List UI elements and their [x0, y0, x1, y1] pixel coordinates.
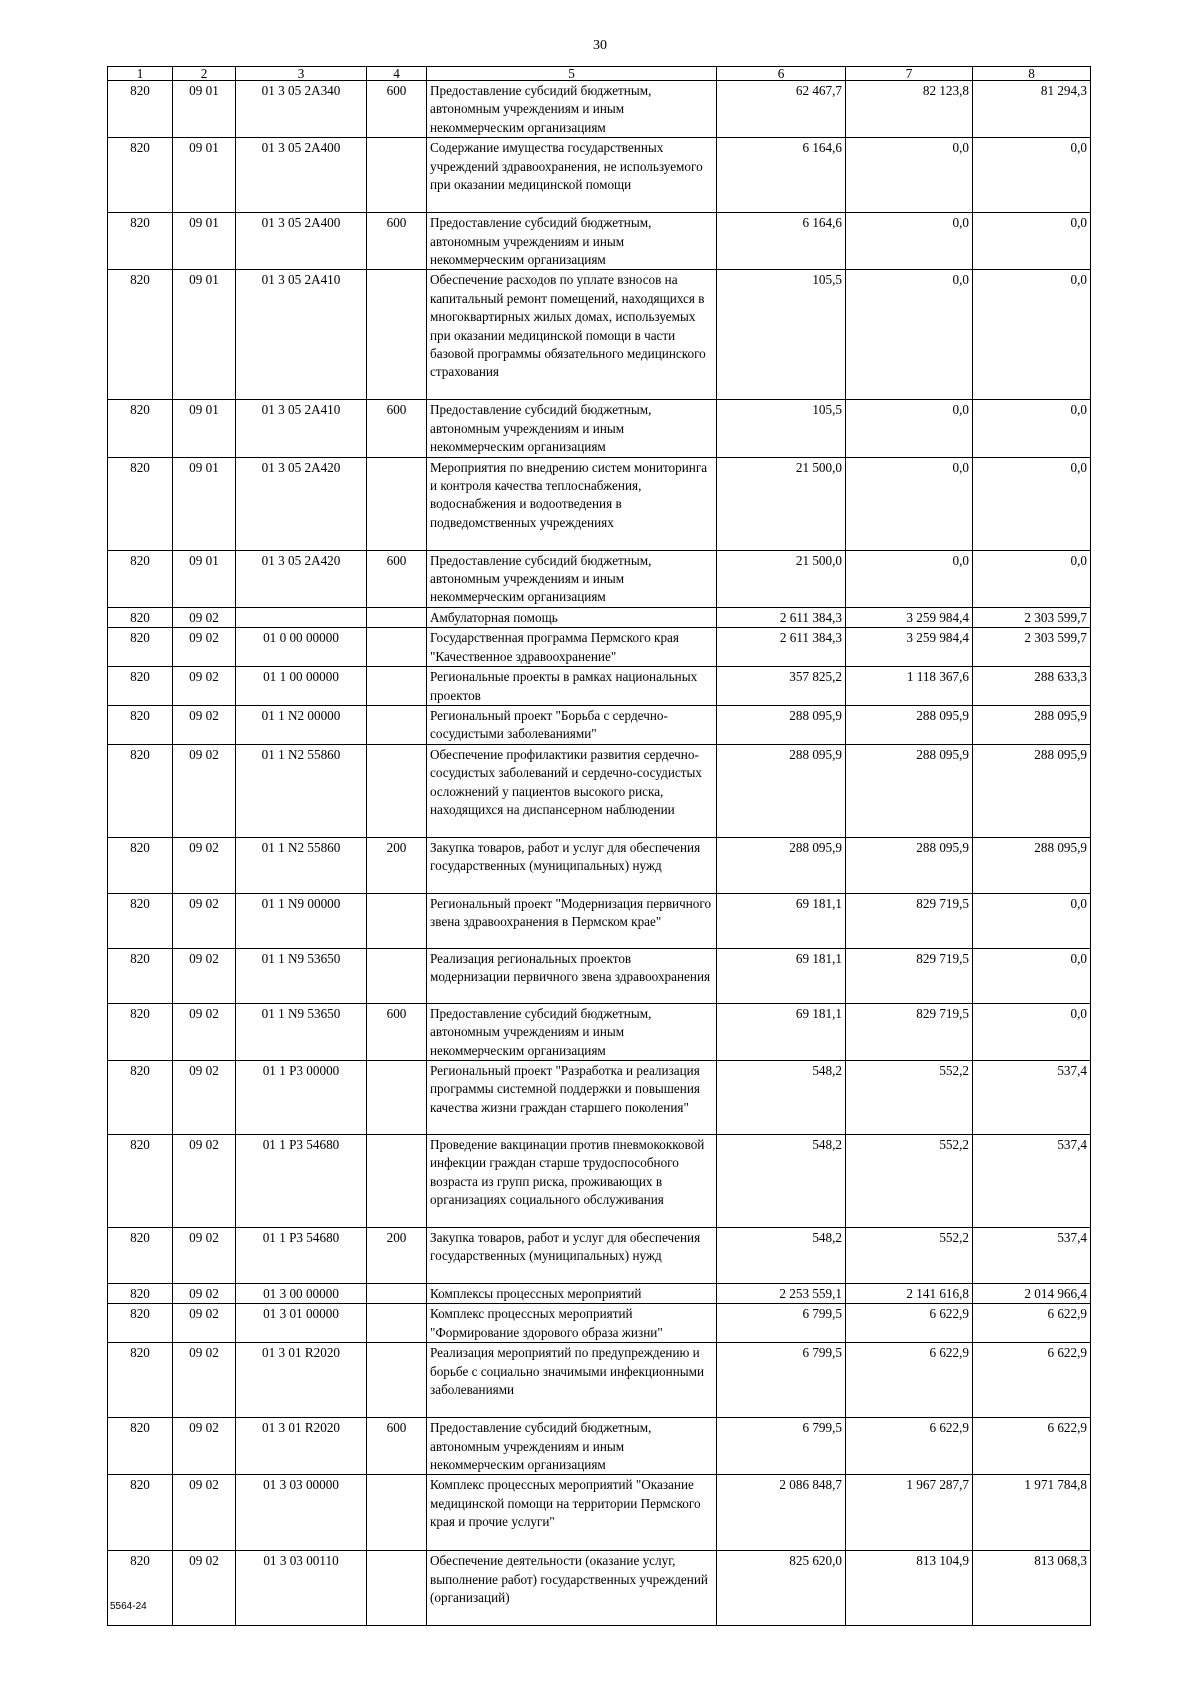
cell-target-article: 01 3 03 00000 — [236, 1475, 367, 1551]
table-row — [108, 837, 1091, 893]
cell-description: Обеспечение деятельности (оказание услуг, выполнение работ) государственных учреждений (организаций) — [427, 1551, 717, 1626]
cell-description: Региональный проект "Разработка и реализация программы системной поддержки и повышения качества жизни граждан старшего поколения" — [427, 1060, 717, 1134]
cell-expense-type: 600 — [367, 1003, 427, 1060]
cell-section: 09 02 — [173, 607, 236, 627]
table-row — [108, 667, 1091, 706]
cell-description: Мероприятия по внедрению систем мониторинга и контроля качества теплоснабжения, водоснабжения и водоотведения в подведомственных учреждениях — [427, 457, 717, 550]
cell-section: 09 02 — [173, 705, 236, 744]
cell-description: Предоставление субсидий бюджетным, автономным учреждениям и иным некоммерческим организациям — [427, 550, 717, 607]
cell-amount-3: 0,0 — [973, 270, 1091, 400]
cell-amount-2: 0,0 — [846, 213, 973, 270]
table-row — [108, 400, 1091, 457]
cell-amount-3: 0,0 — [973, 213, 1091, 270]
cell-target-article: 01 1 P3 00000 — [236, 1060, 367, 1134]
cell-admin: 820 — [108, 1475, 173, 1551]
cell-description: Комплексы процессных мероприятий — [427, 1283, 717, 1303]
cell-amount-2: 552,2 — [846, 1060, 973, 1134]
table-row — [108, 550, 1091, 607]
cell-section: 09 01 — [173, 213, 236, 270]
cell-section: 09 01 — [173, 457, 236, 550]
table-row — [108, 1283, 1091, 1303]
budget-table — [107, 66, 1091, 1626]
cell-expense-type — [367, 270, 427, 400]
cell-expense-type — [367, 1134, 427, 1227]
cell-expense-type: 600 — [367, 81, 427, 138]
cell-description: Реализация региональных проектов модернизации первичного звена здравоохранения — [427, 948, 717, 1003]
cell-admin: 820 — [108, 138, 173, 213]
table-row — [108, 1060, 1091, 1134]
cell-admin: 820 — [108, 270, 173, 400]
cell-target-article: 01 1 P3 54680 — [236, 1227, 367, 1283]
cell-expense-type — [367, 667, 427, 706]
table-row — [108, 1134, 1091, 1227]
cell-expense-type: 200 — [367, 837, 427, 893]
cell-section: 09 02 — [173, 1475, 236, 1551]
cell-expense-type — [367, 705, 427, 744]
cell-amount-2: 829 719,5 — [846, 948, 973, 1003]
cell-amount-1: 105,5 — [717, 400, 846, 457]
cell-amount-3: 0,0 — [973, 138, 1091, 213]
cell-description: Комплекс процессных мероприятий "Оказание медицинской помощи на территории Пермского края и прочие услуги" — [427, 1475, 717, 1551]
cell-amount-3: 6 622,9 — [973, 1304, 1091, 1343]
table-row — [108, 744, 1091, 837]
cell-amount-3: 0,0 — [973, 550, 1091, 607]
cell-section: 09 02 — [173, 667, 236, 706]
cell-amount-2: 288 095,9 — [846, 837, 973, 893]
cell-amount-3: 0,0 — [973, 948, 1091, 1003]
cell-target-article: 01 1 N9 53650 — [236, 948, 367, 1003]
header-cell-8: 8 — [973, 67, 1091, 81]
cell-amount-1: 288 095,9 — [717, 744, 846, 837]
cell-amount-3: 1 971 784,8 — [973, 1475, 1091, 1551]
cell-amount-3: 288 633,3 — [973, 667, 1091, 706]
cell-amount-2: 2 141 616,8 — [846, 1283, 973, 1303]
cell-description: Амбулаторная помощь — [427, 607, 717, 627]
table-row — [108, 948, 1091, 1003]
cell-description: Обеспечение расходов по уплате взносов на капитальный ремонт помещений, находящихся в многоквартирных жилых домах, используемых при оказании медицинской помощи в части базовой программы обязательного медицинского страхования — [427, 270, 717, 400]
cell-expense-type: 600 — [367, 213, 427, 270]
cell-target-article: 01 1 N9 53650 — [236, 1003, 367, 1060]
cell-expense-type: 600 — [367, 1418, 427, 1475]
table-row — [108, 213, 1091, 270]
cell-description: Предоставление субсидий бюджетным, автономным учреждениям и иным некоммерческим организациям — [427, 213, 717, 270]
cell-amount-1: 69 181,1 — [717, 948, 846, 1003]
cell-target-article: 01 1 P3 54680 — [236, 1134, 367, 1227]
table-row — [108, 457, 1091, 550]
table-row — [108, 705, 1091, 744]
cell-amount-2: 0,0 — [846, 270, 973, 400]
table-row — [108, 1551, 1091, 1626]
table-row — [108, 1227, 1091, 1283]
cell-amount-1: 69 181,1 — [717, 893, 846, 948]
cell-description: Региональные проекты в рамках национальных проектов — [427, 667, 717, 706]
cell-amount-1: 288 095,9 — [717, 837, 846, 893]
cell-section: 09 02 — [173, 628, 236, 667]
cell-description: Содержание имущества государственных учреждений здравоохранения, не используемого при оказании медицинской помощи — [427, 138, 717, 213]
cell-description: Обеспечение профилактики развития сердечно-сосудистых заболеваний и сердечно-сосудистых осложнений у пациентов высокого риска, находящихся на диспансерном наблюдении — [427, 744, 717, 837]
cell-amount-2: 82 123,8 — [846, 81, 973, 138]
cell-admin: 820 — [108, 1227, 173, 1283]
header-cell-6: 6 — [717, 67, 846, 81]
cell-amount-2: 0,0 — [846, 400, 973, 457]
cell-expense-type: 600 — [367, 550, 427, 607]
cell-amount-3: 813 068,3 — [973, 1551, 1091, 1626]
cell-amount-2: 6 622,9 — [846, 1418, 973, 1475]
cell-target-article: 01 3 03 00110 — [236, 1551, 367, 1626]
cell-expense-type — [367, 948, 427, 1003]
cell-target-article: 01 1 N2 55860 — [236, 744, 367, 837]
cell-target-article: 01 3 01 R2020 — [236, 1418, 367, 1475]
cell-expense-type — [367, 1475, 427, 1551]
cell-description: Предоставление субсидий бюджетным, автономным учреждениям и иным некоммерческим организациям — [427, 400, 717, 457]
cell-amount-2: 288 095,9 — [846, 705, 973, 744]
cell-amount-3: 288 095,9 — [973, 705, 1091, 744]
cell-amount-3: 0,0 — [973, 1003, 1091, 1060]
cell-admin: 820 — [108, 893, 173, 948]
cell-target-article: 01 1 N9 00000 — [236, 893, 367, 948]
cell-section: 09 02 — [173, 744, 236, 837]
cell-amount-1: 62 467,7 — [717, 81, 846, 138]
cell-description: Закупка товаров, работ и услуг для обеспечения государственных (муниципальных) нужд — [427, 1227, 717, 1283]
table-row — [108, 138, 1091, 213]
cell-target-article: 01 1 N2 00000 — [236, 705, 367, 744]
table-row — [108, 893, 1091, 948]
table-row — [108, 81, 1091, 138]
cell-amount-3: 537,4 — [973, 1134, 1091, 1227]
cell-amount-1: 6 164,6 — [717, 138, 846, 213]
cell-admin: 820 — [108, 457, 173, 550]
cell-amount-1: 288 095,9 — [717, 705, 846, 744]
cell-amount-2: 3 259 984,4 — [846, 628, 973, 667]
cell-amount-2: 813 104,9 — [846, 1551, 973, 1626]
cell-description: Предоставление субсидий бюджетным, автономным учреждениям и иным некоммерческим организациям — [427, 1003, 717, 1060]
cell-description: Региональный проект "Борьба с сердечно-сосудистыми заболеваниями" — [427, 705, 717, 744]
cell-admin: 820 — [108, 1283, 173, 1303]
cell-amount-1: 548,2 — [717, 1227, 846, 1283]
cell-amount-2: 0,0 — [846, 550, 973, 607]
cell-section: 09 02 — [173, 1003, 236, 1060]
cell-section: 09 02 — [173, 1418, 236, 1475]
cell-target-article: 01 1 00 00000 — [236, 667, 367, 706]
cell-amount-3: 288 095,9 — [973, 837, 1091, 893]
cell-description: Предоставление субсидий бюджетным, автономным учреждениям и иным некоммерческим организациям — [427, 1418, 717, 1475]
cell-section: 09 01 — [173, 81, 236, 138]
cell-expense-type — [367, 1283, 427, 1303]
cell-amount-3: 537,4 — [973, 1227, 1091, 1283]
cell-description: Государственная программа Пермского края "Качественное здравоохранение" — [427, 628, 717, 667]
cell-admin: 820 — [108, 400, 173, 457]
cell-section: 09 02 — [173, 1551, 236, 1626]
cell-amount-3: 6 622,9 — [973, 1418, 1091, 1475]
cell-section: 09 02 — [173, 1343, 236, 1418]
cell-target-article — [236, 607, 367, 627]
cell-section: 09 01 — [173, 400, 236, 457]
cell-expense-type — [367, 1551, 427, 1626]
cell-target-article: 01 3 05 2А400 — [236, 138, 367, 213]
cell-section: 09 02 — [173, 837, 236, 893]
cell-admin: 820 — [108, 948, 173, 1003]
header-cell-2: 2 — [173, 67, 236, 81]
cell-section: 09 02 — [173, 893, 236, 948]
cell-section: 09 02 — [173, 1283, 236, 1303]
cell-description: Закупка товаров, работ и услуг для обеспечения государственных (муниципальных) нужд — [427, 837, 717, 893]
cell-amount-1: 21 500,0 — [717, 550, 846, 607]
cell-admin: 820 — [108, 1343, 173, 1418]
header-cell-4: 4 — [367, 67, 427, 81]
cell-admin: 820 — [108, 1134, 173, 1227]
cell-expense-type — [367, 1304, 427, 1343]
cell-target-article: 01 3 01 00000 — [236, 1304, 367, 1343]
cell-amount-1: 21 500,0 — [717, 457, 846, 550]
header-row — [108, 67, 1091, 81]
cell-admin: 820 — [108, 1304, 173, 1343]
table-row — [108, 1304, 1091, 1343]
cell-section: 09 02 — [173, 1304, 236, 1343]
table-row — [108, 607, 1091, 627]
cell-admin: 820 — [108, 1551, 173, 1626]
cell-admin: 820 — [108, 1418, 173, 1475]
header-cell-3: 3 — [236, 67, 367, 81]
cell-amount-1: 6 799,5 — [717, 1343, 846, 1418]
cell-expense-type — [367, 1060, 427, 1134]
cell-amount-2: 0,0 — [846, 457, 973, 550]
table-row — [108, 1418, 1091, 1475]
cell-amount-1: 548,2 — [717, 1060, 846, 1134]
cell-target-article: 01 3 01 R2020 — [236, 1343, 367, 1418]
cell-amount-2: 552,2 — [846, 1227, 973, 1283]
cell-amount-3: 288 095,9 — [973, 744, 1091, 837]
cell-amount-1: 2 611 384,3 — [717, 628, 846, 667]
cell-admin: 820 — [108, 744, 173, 837]
cell-expense-type — [367, 457, 427, 550]
cell-target-article: 01 0 00 00000 — [236, 628, 367, 667]
cell-amount-2: 829 719,5 — [846, 1003, 973, 1060]
cell-target-article: 01 3 05 2А410 — [236, 270, 367, 400]
cell-expense-type — [367, 607, 427, 627]
header-cell-5: 5 — [427, 67, 717, 81]
cell-amount-1: 825 620,0 — [717, 1551, 846, 1626]
table-row — [108, 1343, 1091, 1418]
cell-admin: 820 — [108, 705, 173, 744]
cell-amount-1: 6 164,6 — [717, 213, 846, 270]
cell-expense-type — [367, 893, 427, 948]
cell-amount-3: 0,0 — [973, 400, 1091, 457]
cell-amount-3: 2 303 599,7 — [973, 628, 1091, 667]
cell-amount-2: 288 095,9 — [846, 744, 973, 837]
cell-section: 09 01 — [173, 550, 236, 607]
cell-amount-3: 0,0 — [973, 457, 1091, 550]
cell-admin: 820 — [108, 667, 173, 706]
cell-section: 09 02 — [173, 1227, 236, 1283]
cell-amount-1: 2 086 848,7 — [717, 1475, 846, 1551]
cell-target-article: 01 1 N2 55860 — [236, 837, 367, 893]
cell-amount-3: 2 014 966,4 — [973, 1283, 1091, 1303]
cell-description: Проведение вакцинации против пневмококковой инфекции граждан старше трудоспособного возраста из групп риска, проживающих в организациях социального обслуживания — [427, 1134, 717, 1227]
cell-amount-3: 537,4 — [973, 1060, 1091, 1134]
cell-expense-type — [367, 744, 427, 837]
cell-admin: 820 — [108, 213, 173, 270]
cell-amount-3: 6 622,9 — [973, 1343, 1091, 1418]
cell-expense-type — [367, 628, 427, 667]
table-row — [108, 270, 1091, 400]
cell-target-article: 01 3 05 2А420 — [236, 550, 367, 607]
cell-amount-2: 3 259 984,4 — [846, 607, 973, 627]
cell-amount-2: 829 719,5 — [846, 893, 973, 948]
cell-amount-3: 0,0 — [973, 893, 1091, 948]
cell-amount-1: 6 799,5 — [717, 1418, 846, 1475]
cell-admin: 820 — [108, 607, 173, 627]
cell-admin: 820 — [108, 81, 173, 138]
page-number: 30 — [593, 38, 607, 53]
cell-section: 09 01 — [173, 270, 236, 400]
cell-amount-2: 0,0 — [846, 138, 973, 213]
header-cell-1: 1 — [108, 67, 173, 81]
cell-target-article: 01 3 05 2А420 — [236, 457, 367, 550]
cell-amount-1: 2 611 384,3 — [717, 607, 846, 627]
cell-amount-2: 1 967 287,7 — [846, 1475, 973, 1551]
cell-amount-2: 6 622,9 — [846, 1304, 973, 1343]
cell-amount-1: 6 799,5 — [717, 1304, 846, 1343]
cell-section: 09 02 — [173, 948, 236, 1003]
cell-target-article: 01 3 05 2А340 — [236, 81, 367, 138]
cell-amount-3: 2 303 599,7 — [973, 607, 1091, 627]
cell-description: Региональный проект "Модернизация первичного звена здравоохранения в Пермском крае" — [427, 893, 717, 948]
table-row — [108, 1003, 1091, 1060]
cell-amount-1: 548,2 — [717, 1134, 846, 1227]
cell-description: Реализация мероприятий по предупреждению и борьбе с социально значимыми инфекционными заболеваниями — [427, 1343, 717, 1418]
cell-amount-1: 69 181,1 — [717, 1003, 846, 1060]
cell-target-article: 01 3 05 2А400 — [236, 213, 367, 270]
cell-amount-1: 105,5 — [717, 270, 846, 400]
cell-section: 09 01 — [173, 138, 236, 213]
cell-admin: 820 — [108, 1003, 173, 1060]
cell-amount-2: 1 118 367,6 — [846, 667, 973, 706]
cell-amount-2: 552,2 — [846, 1134, 973, 1227]
cell-admin: 820 — [108, 628, 173, 667]
cell-admin: 820 — [108, 550, 173, 607]
cell-admin: 820 — [108, 1060, 173, 1134]
cell-amount-3: 81 294,3 — [973, 81, 1091, 138]
cell-section: 09 02 — [173, 1060, 236, 1134]
cell-section: 09 02 — [173, 1134, 236, 1227]
cell-expense-type: 200 — [367, 1227, 427, 1283]
cell-expense-type — [367, 1343, 427, 1418]
cell-target-article: 01 3 00 00000 — [236, 1283, 367, 1303]
cell-admin: 820 — [108, 837, 173, 893]
table-row — [108, 628, 1091, 667]
document-code: 5564-24 — [110, 1601, 147, 1612]
header-cell-7: 7 — [846, 67, 973, 81]
cell-expense-type — [367, 138, 427, 213]
cell-expense-type: 600 — [367, 400, 427, 457]
cell-target-article: 01 3 05 2А410 — [236, 400, 367, 457]
cell-description: Предоставление субсидий бюджетным, автономным учреждениям и иным некоммерческим организациям — [427, 81, 717, 138]
cell-amount-1: 2 253 559,1 — [717, 1283, 846, 1303]
table-row — [108, 1475, 1091, 1551]
cell-description: Комплекс процессных мероприятий "Формирование здорового образа жизни" — [427, 1304, 717, 1343]
cell-amount-2: 6 622,9 — [846, 1343, 973, 1418]
cell-amount-1: 357 825,2 — [717, 667, 846, 706]
